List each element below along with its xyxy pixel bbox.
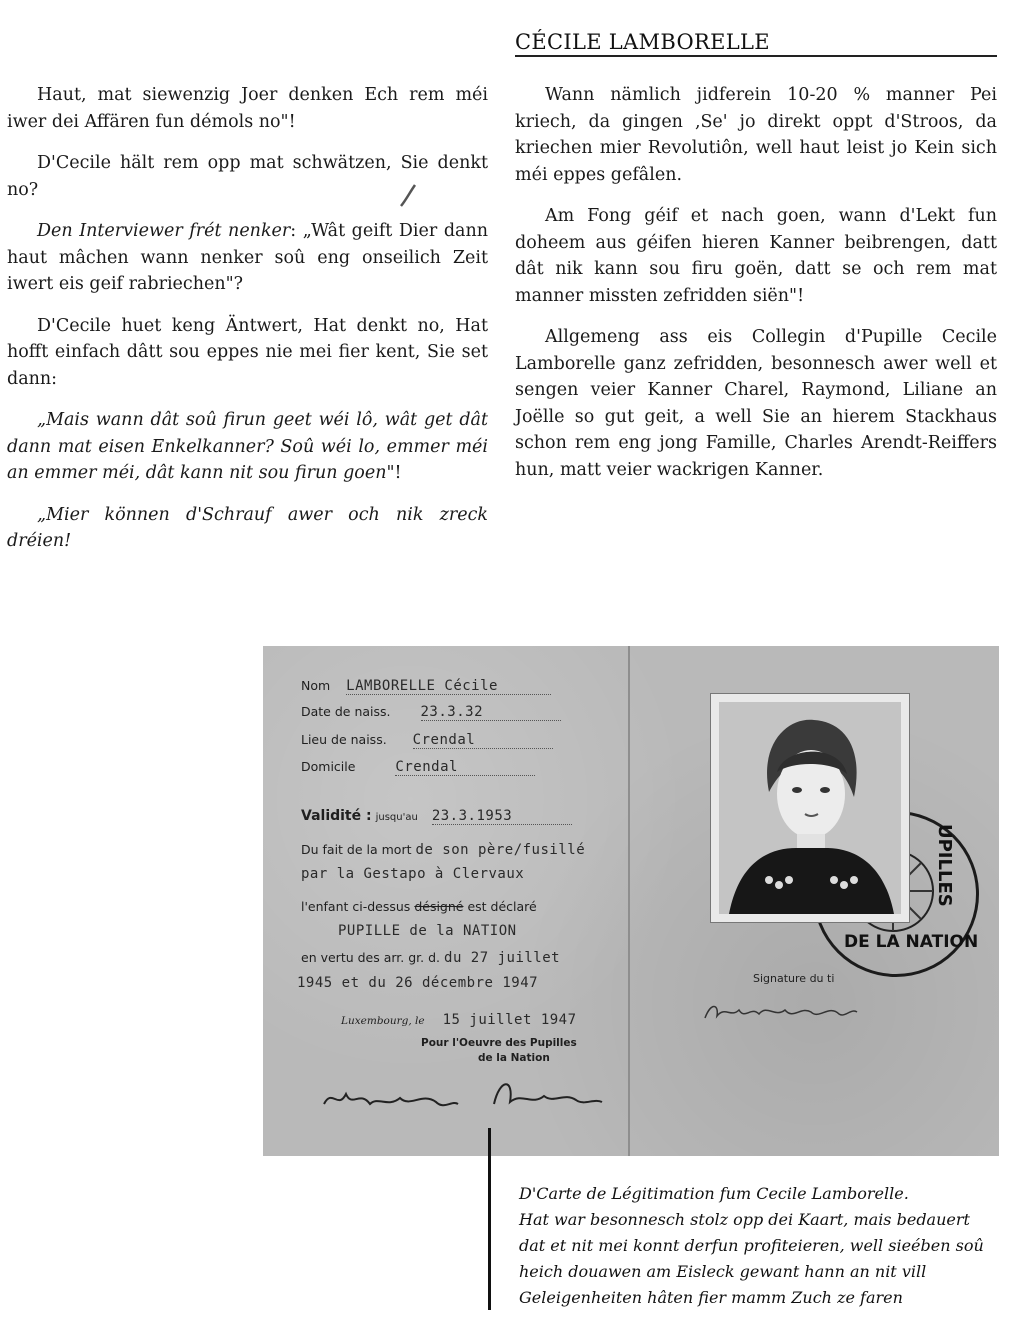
card-row-lux xyxy=(341,1012,577,1029)
card-value-naiss: 23.3.32 xyxy=(421,704,561,721)
interviewer-label: Den Interviewer frét nenker xyxy=(37,221,291,241)
caption-line: heich douawen am Eisleck gewant hann an nit vill xyxy=(519,1262,927,1281)
portrait-photo xyxy=(719,702,901,914)
card-label: Date de naiss. xyxy=(301,704,391,719)
card-label: Du fait de la mort xyxy=(301,842,412,857)
card-oeuvre-line2: de la Nation xyxy=(478,1052,550,1064)
caption-line: dat et nit mei konnt derfun profiteieren, well sieében soû xyxy=(519,1236,984,1255)
card-fold xyxy=(628,646,630,1156)
interviewer-question: : „Wât geift Dier dann haut mâchen wann nenker soû eng onseilich Zeit iwert eis geif rabriechen"? xyxy=(7,221,488,294)
paper-crease-mark xyxy=(398,182,418,210)
card-value-mort: de son père/fusillé xyxy=(415,842,586,858)
card-row-validite xyxy=(301,808,572,826)
signature-label: Signature du ti xyxy=(753,972,835,985)
stamp-text-bottom: DE LA NATION xyxy=(844,932,979,952)
caption-rule xyxy=(488,1128,491,1310)
caption-line: Hat war besonnesch stolz opp dei Kaart, mais bedauert xyxy=(519,1210,970,1229)
card-label: est déclaré xyxy=(467,899,537,914)
card-label: Lieu de naiss. xyxy=(301,732,387,747)
page-title: CÉCILE LAMBORELLE xyxy=(515,30,997,57)
card-label: en vertu des arr. gr. d. xyxy=(301,950,441,965)
card-value-validite: 23.3.1953 xyxy=(432,808,572,825)
right-column xyxy=(515,82,997,498)
card-label: l'enfant ci-dessus xyxy=(301,899,411,914)
card-value-domicile: Crendal xyxy=(395,759,535,776)
quote-end: "! xyxy=(386,463,402,483)
photo-frame xyxy=(711,694,909,922)
card-label: Domicile xyxy=(301,759,356,774)
quote-text: „Mais wann dât soû firun geet wéi lô, wât get dât dann mat eisen Enkelkanner? Soû wéi lo, emmer méi an emmer méi, dât kann nit sou firun goen xyxy=(7,410,488,483)
card-row-enfant xyxy=(301,899,537,915)
card-row-naiss xyxy=(301,704,561,721)
official-signature xyxy=(318,1074,608,1124)
paragraph: Haut, mat siewenzig Joer denken Ech rem méi iwer dei Affären fun démols no"! xyxy=(7,85,488,132)
card-value-lieu: Crendal xyxy=(413,732,553,749)
quote-paragraph: „Mier können d'Schrauf awer och nik zreck dréien! xyxy=(7,504,488,551)
card-row-nom xyxy=(301,678,551,695)
paragraph: Wann nämlich jidferein 10-20 % manner Pei kriech, da gingen ‚Se' jo direkt oppt d'Stroos, da kriechen mier Revolutiôn, well haut leist jo Kein sich méi eppes gefâlen. xyxy=(515,85,997,185)
card-value-pupille: PUPILLE de la NATION xyxy=(338,923,517,939)
caption-line: D'Carte de Légitimation fum Cecile Lamborelle. xyxy=(519,1184,909,1203)
paragraph: Allgemeng ass eis Collegin d'Pupille Cecile Lamborelle ganz zefridden, besonnesch awer well et sengen veier Kanner Charel, Raymond, Liliane an Joëlle so gut geit, a well Sie an hierem Stackhaus schon rem eng jong Famille, Charles Arendt-Reiffers hun, matt veier wackrigen Kanner. xyxy=(515,327,997,480)
portrait-illustration xyxy=(719,702,901,914)
card-oeuvre-line1: Pour l'Oeuvre des Pupilles xyxy=(421,1037,577,1049)
photo-caption xyxy=(519,1181,999,1311)
quote-paragraph xyxy=(7,407,488,487)
card-label: Validité : xyxy=(301,808,372,824)
card-row-domicile xyxy=(301,759,535,776)
card-value-vertu2: 1945 et du 26 décembre 1947 xyxy=(297,975,539,991)
caption-line: Geleigenheiten hâten fier mamm Zuch ze faren xyxy=(519,1288,903,1307)
card-row-lieu xyxy=(301,732,553,749)
card-row-mort xyxy=(301,842,585,858)
signature-scribble xyxy=(318,1074,608,1120)
holder-signature xyxy=(701,996,861,1034)
card-value-nom: LAMBORELLE Cécile xyxy=(346,678,551,695)
card-label: Luxembourg, le xyxy=(341,1015,425,1027)
card-value-gestapo: par la Gestapo à Clervaux xyxy=(301,866,525,882)
card-label-strike: désigné xyxy=(414,899,464,914)
card-value-lux: 15 juillet 1947 xyxy=(442,1012,577,1028)
stamp-text-top: UPILLES xyxy=(934,824,955,907)
card-label: Nom xyxy=(301,678,331,693)
paragraph: Am Fong géif et nach goen, wann d'Lekt fun doheem aus géifen hieren Kanner beibrengen, datt dât nik kann sou firu goën, datt se och rem mat manner missten zefridden siën"! xyxy=(515,206,997,306)
paragraph: D'Cecile hält rem opp mat schwätzen, Sie denkt no? xyxy=(7,153,488,200)
card-row-vertu xyxy=(301,950,560,966)
card-value-vertu: du 27 juillet xyxy=(444,950,561,966)
legitimation-card xyxy=(263,646,999,1156)
signature-scribble xyxy=(701,996,861,1030)
paragraph xyxy=(7,218,488,298)
paragraph: D'Cecile huet keng Äntwert, Hat denkt no, Hat hofft einfach dâtt sou eppes nie mei fier kent, Sie set dann: xyxy=(7,315,488,389)
card-label: jusqu'au xyxy=(375,812,418,823)
left-column xyxy=(7,82,488,570)
